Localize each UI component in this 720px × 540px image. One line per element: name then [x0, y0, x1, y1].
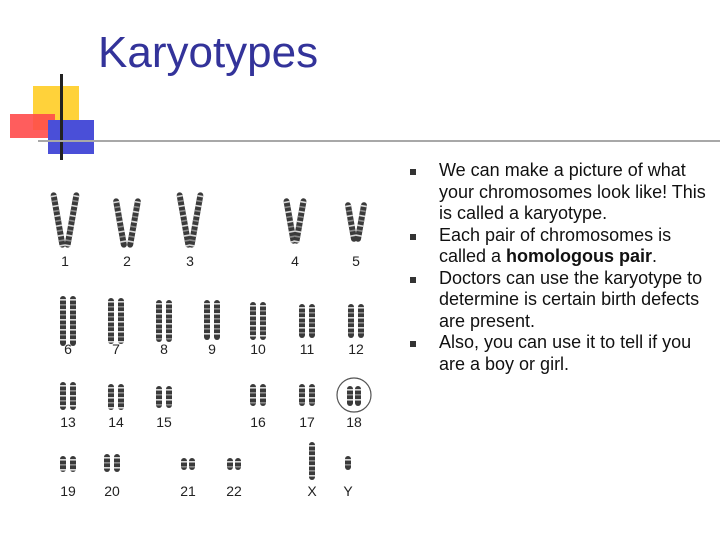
- chromosome: [235, 458, 241, 470]
- chromosome-label: 1: [61, 253, 69, 269]
- chromosome: [60, 382, 66, 410]
- bullet-bold-term: homologous pair: [506, 246, 653, 266]
- chromosome-label: 21: [180, 483, 196, 499]
- bullet-item: [408, 160, 714, 225]
- chromosome: [260, 302, 266, 340]
- chromosome: [70, 456, 76, 472]
- chromosome: [127, 198, 142, 248]
- chromosome: [309, 442, 315, 480]
- chromosome: [214, 300, 220, 340]
- chromosome: [176, 192, 192, 248]
- chromosome-label: 8: [160, 341, 168, 357]
- title-underline: [38, 140, 720, 142]
- chromosome: [189, 458, 195, 470]
- chromosome: [60, 456, 66, 472]
- chromosome-label: 2: [123, 253, 131, 269]
- chromosome-label: Y: [343, 483, 353, 499]
- chromosome: [227, 458, 233, 470]
- chromosome: [104, 454, 110, 472]
- bullet-text: Doctors can use the karyotype to determine is certain birth defects are present.: [439, 267, 703, 331]
- chromosome: [156, 386, 162, 408]
- chromosome: [309, 304, 315, 338]
- chromosome: [114, 454, 120, 472]
- chromosome-label: X: [307, 483, 317, 499]
- chromosome: [70, 382, 76, 410]
- chromosome-label: 22: [226, 483, 242, 499]
- chromosome: [181, 458, 187, 470]
- chromosome: [188, 192, 204, 248]
- bullet-text-suffix: .: [652, 246, 658, 266]
- chromosome: [309, 384, 315, 406]
- bullet-item: [408, 268, 714, 333]
- chromosome-label: 3: [186, 253, 194, 269]
- chromosome: [70, 296, 76, 346]
- chromosome-label: 13: [60, 414, 76, 430]
- chromosome: [166, 386, 172, 408]
- chromosome-label: 18: [346, 414, 362, 430]
- chromosome: [348, 304, 354, 338]
- chromosome-label: 12: [348, 341, 364, 357]
- chromosome-label: 20: [104, 483, 120, 499]
- chromosome-label: 10: [250, 341, 266, 357]
- chromosome: [347, 386, 353, 406]
- decor-blue-square: [48, 120, 94, 154]
- chromosome: [358, 304, 364, 338]
- chromosome: [293, 198, 307, 244]
- chromosome: [118, 298, 124, 344]
- bullet-text-prefix: Each pair of chromosomes is called a: [439, 224, 672, 266]
- bullet-marker: [410, 234, 416, 240]
- bullet-list: [408, 160, 714, 375]
- chromosome-label: 5: [352, 253, 360, 269]
- chromosome-label: 11: [299, 341, 315, 357]
- chromosome: [355, 386, 361, 406]
- chromosome-label: 17: [299, 414, 315, 430]
- chromosome-label: 4: [291, 253, 299, 269]
- bullet-text: Also, you can use it to tell if you are a boy or girl.: [439, 332, 692, 374]
- chromosome: [355, 202, 368, 242]
- chromosome: [50, 192, 66, 248]
- chromosome-label: 7: [112, 341, 120, 357]
- bullet-item: [408, 225, 714, 268]
- chromosome: [250, 384, 256, 406]
- bullet-marker: [410, 277, 416, 283]
- bullet-text: We can make a picture of what your chromosomes look like! This is called a karyotype.: [439, 160, 706, 223]
- chromosome: [299, 304, 305, 338]
- chromosome: [108, 298, 114, 344]
- chromosome-label: 19: [60, 483, 76, 499]
- chromosome-label: 16: [250, 414, 266, 430]
- bullet-item: [408, 332, 714, 375]
- chromosome: [260, 384, 266, 406]
- chromosome: [118, 384, 124, 410]
- karyotype-image: [30, 178, 380, 508]
- chromosome-label: 14: [108, 414, 124, 430]
- chromosome-label: 15: [156, 414, 172, 430]
- slide-title: Karyotypes: [98, 28, 319, 77]
- chromosome-label: 9: [208, 341, 216, 357]
- chromosome: [345, 456, 351, 470]
- chromosome: [156, 300, 162, 342]
- chromosome-label: 6: [64, 341, 72, 357]
- chromosome: [64, 192, 80, 248]
- chromosome: [60, 296, 66, 346]
- chromosome: [108, 384, 114, 410]
- chromosome: [299, 384, 305, 406]
- bullet-marker: [410, 169, 416, 175]
- chromosome: [166, 300, 172, 342]
- decor-vertical-line: [60, 74, 63, 160]
- chromosome: [204, 300, 210, 340]
- chromosome: [250, 302, 256, 340]
- bullet-marker: [410, 341, 416, 347]
- chromosome-18-highlight-circle: [337, 378, 371, 412]
- chromosome: [113, 198, 128, 248]
